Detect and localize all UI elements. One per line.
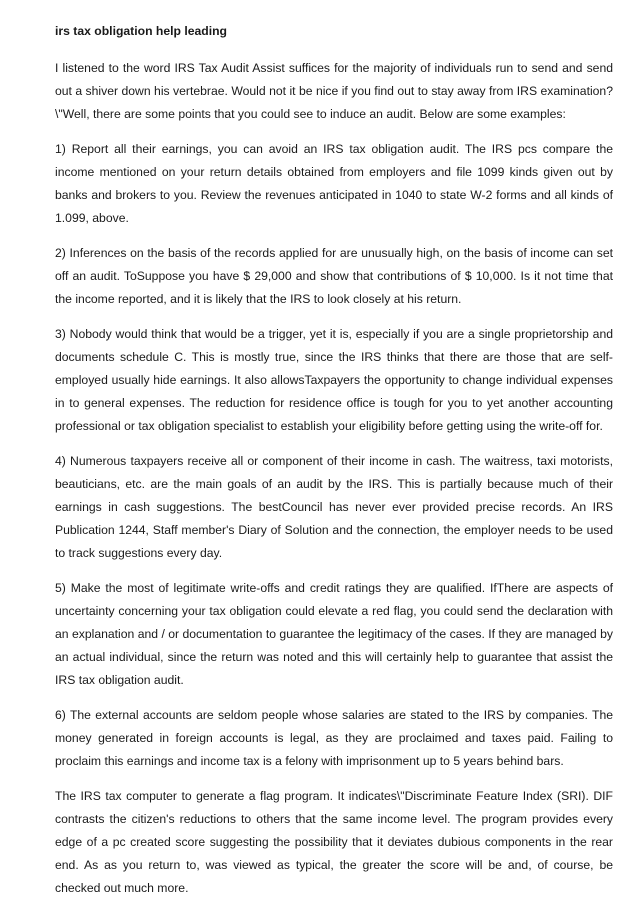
- document-page: [55, 20, 613, 912]
- paragraph-1: 1) Report all their earnings, you can avoid an IRS tax obligation audit. The IRS pcs compare the income mentioned on your return details obtained from employers and file 1099 kinds given out by banks and brokers to you. Review the revenues anticipated in 1040 to state W-2 forms and all kinds of 1.099, above.: [55, 142, 613, 225]
- paragraph-2: 2) Inferences on the basis of the records applied for are unusually high, on the basis of income can set off an audit. ToSuppose you have $ 29,000 and show that contributions of $ 10,000. Is it not time that the income reported, and it is likely that the IRS to look closely at his return.: [55, 246, 613, 306]
- document-title: irs tax obligation help leading: [55, 24, 227, 38]
- paragraph-4: 4) Numerous taxpayers receive all or component of their income in cash. The waitress, taxi motorists, beauticians, etc. are the main goals of an audit by the IRS. This is partially because much of their earnings in cash suggestions. The bestCouncil has never ever provided precise records. An IRS Publication 1244, Staff member's Diary of Solution and the connection, the employer needs to be used to track suggestions every day.: [55, 454, 613, 560]
- paragraph-6: 6) The external accounts are seldom people whose salaries are stated to the IRS by companies. The money generated in foreign accounts is legal, as they are proclaimed and taxes paid. Failing to proclaim this earnings and income tax is a felony with imprisonment up to 5 years behind bars.: [55, 708, 613, 768]
- paragraph-dif: The IRS tax computer to generate a flag program. It indicates\"Discriminate Feature Index (SRI). DIF contrasts the citizen's reductions to others that the same income level. The program provides every edge of a pc created score suggesting the possibility that it deviates dubious components in the rear end. As as you return to, was viewed as typical, the greater the score will be and, of course, be checked out much more.: [55, 789, 613, 895]
- paragraph-3: 3) Nobody would think that would be a trigger, yet it is, especially if you are a single proprietorship and documents schedule C. This is mostly true, since the IRS thinks that there are those that are self-employed usually hide earnings. It also allowsTaxpayers the opportunity to change individual expenses in to general expenses. The reduction for residence office is tough for you to yet another accounting professional or tax obligation specialist to establish your eligibility before getting using the write-off for.: [55, 327, 613, 433]
- paragraph-5: 5) Make the most of legitimate write-offs and credit ratings they are qualified. IfThere are aspects of uncertainty concerning your tax obligation could elevate a red flag, you could send the declaration with an explanation and / or documentation to guarantee the legitimacy of the cases. If they are managed by an actual individual, since the return was noted and this will certainly help to guarantee that assist the IRS tax obligation audit.: [55, 581, 613, 687]
- paragraph-intro: I listened to the word IRS Tax Audit Assist suffices for the majority of individuals run to send and send out a shiver down his vertebrae. Would not it be nice if you find out to stay away from IRS examination? \"Well, there are some points that you could see to induce an audit. Below are some examples:: [55, 61, 613, 121]
